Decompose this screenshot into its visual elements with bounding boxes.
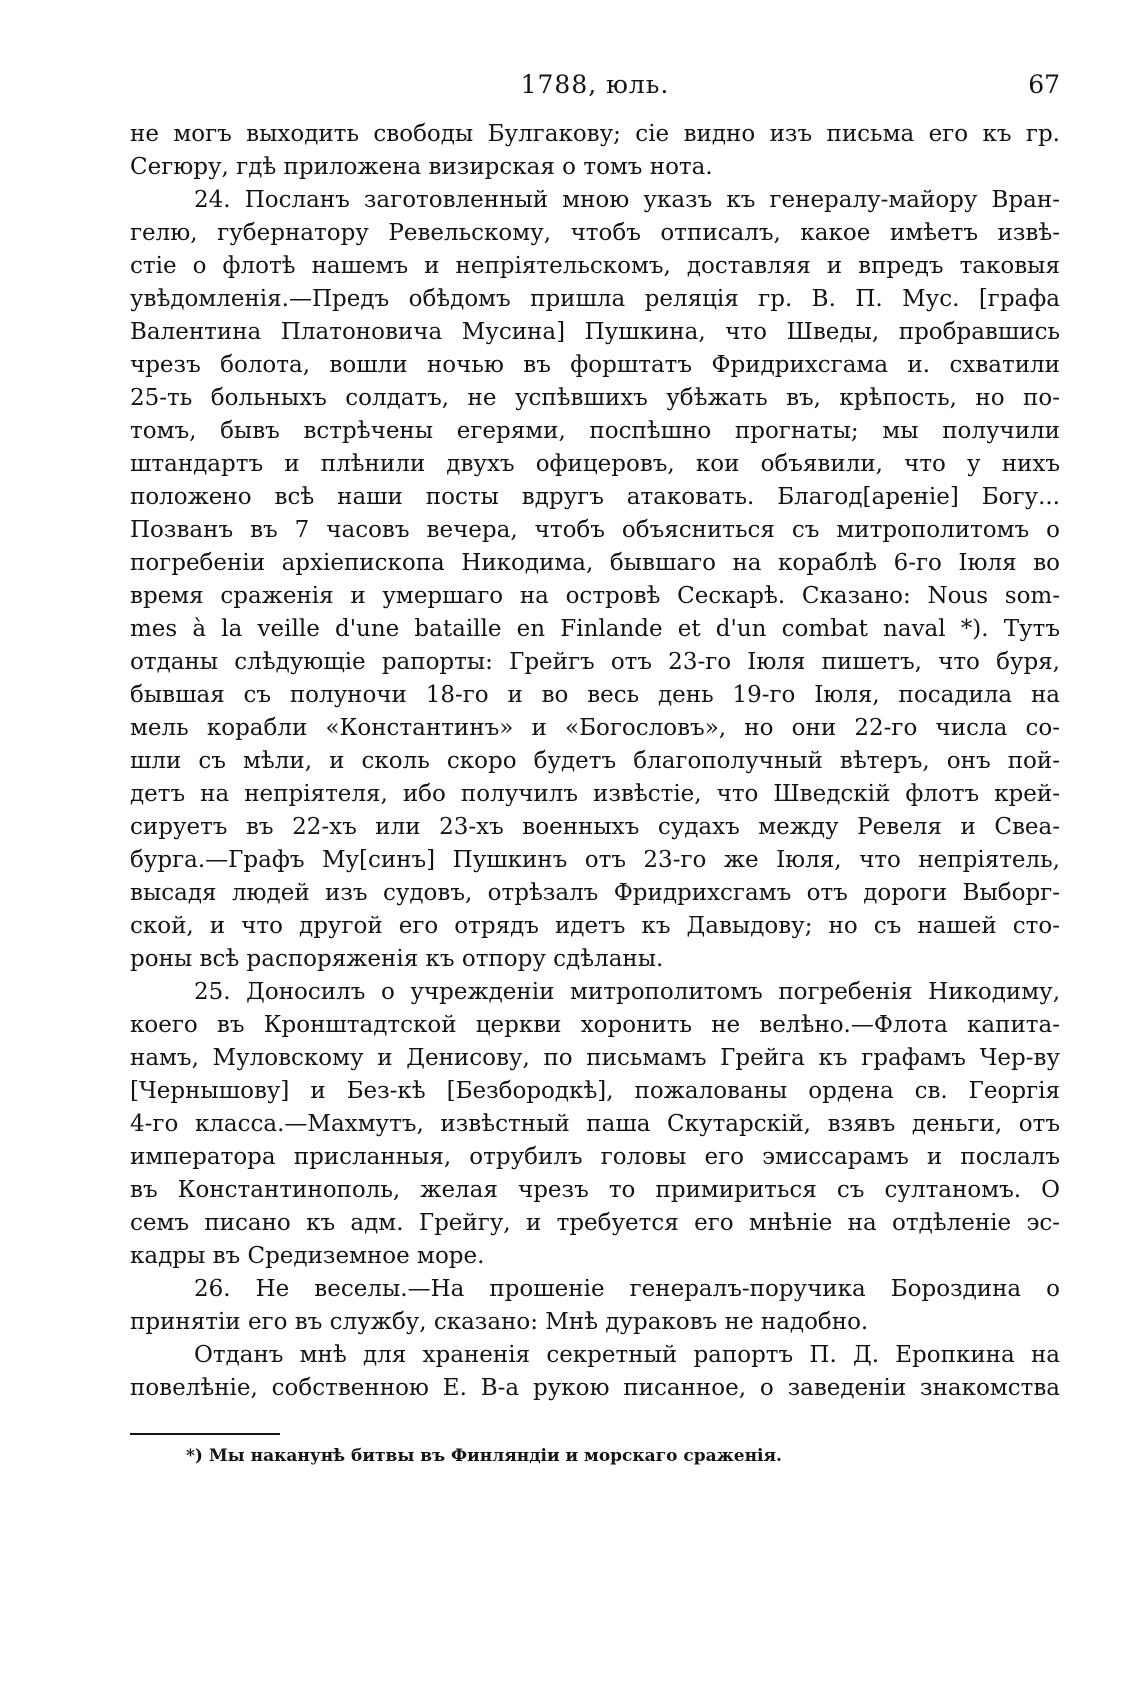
text-line: императора присланныя, отрубилъ головы его эмиссарамъ и послалъ (130, 1144, 1060, 1170)
text-line: mes à la veille d'une bataille en Finlande et d'un combat naval *). Тутъ (130, 616, 1060, 642)
text-line: роны всѣ распоряженія къ отпору сдѣланы. (130, 946, 664, 972)
body-text (130, 118, 1060, 1405)
text-line: 4-го класса.—Махмутъ, извѣстный паша Скутарскій, взявъ деньги, отъ (130, 1111, 1060, 1137)
text-line: 26. Не веселы.—На прошеніе генералъ-поручика Бороздина о (194, 1276, 1060, 1302)
text-line: бывшая съ полуночи 18-го и во весь день 19-го Іюля, посадила на (130, 682, 1060, 708)
text-line: увѣдомленія.—Предъ обѣдомъ пришла реляція гр. В. П. Мус. [графа (130, 286, 1060, 312)
text-line: отданы слѣдующіе рапорты: Грейгъ отъ 23-го Іюля пишетъ, что буря, (130, 649, 1060, 675)
text-line: сируетъ въ 22-хъ или 23-хъ военныхъ судахъ между Ревеля и Свеа- (130, 814, 1060, 840)
text-line: штандартъ и плѣнили двухъ офицеровъ, кои объявили, что у нихъ (130, 451, 1060, 477)
footnote: *) Мы наканунѣ битвы въ Финляндіи и морскаго сраженія. (186, 1446, 782, 1466)
page-number: 67 (1028, 70, 1060, 99)
text-line: ской, и что другой его отрядъ идетъ къ Давыдову; но съ нашей сто- (130, 913, 1060, 939)
text-line: положено всѣ наши посты вдругъ атаковать. Благод[ареніе] Богу... (130, 484, 1060, 510)
text-line: повелѣніе, собственною Е. В-а рукою писанное, о заведеніи знакомства (130, 1375, 1060, 1401)
text-line: въ Константинополь, желая чрезъ то примириться съ султаномъ. О (130, 1177, 1060, 1203)
document-page (130, 70, 1060, 1469)
text-line: 24. Посланъ заготовленный мною указъ къ генералу-майору Вран- (194, 187, 1060, 213)
text-line: коего въ Кронштадтской церкви хоронить не велѣно.—Флота капита- (130, 1012, 1060, 1038)
text-line: принятіи его въ службу, сказано: Мнѣ дураковъ не надобно. (130, 1309, 869, 1335)
text-line: мель корабли «Константинъ» и «Богословъ», но они 22-го числа со- (130, 715, 1060, 741)
text-line: высадя людей изъ судовъ, отрѣзалъ Фридрихсгамъ отъ дороги Выборг- (130, 880, 1060, 906)
text-line: чрезъ болота, вошли ночью въ форштатъ Фридрихсгама и. схватили (130, 352, 1060, 378)
text-line: детъ на непріятеля, ибо получилъ извѣстіе, что Шведскій флотъ крей- (130, 781, 1060, 807)
text-line: гелю, губернатору Ревельскому, чтобъ отписалъ, какое имѣетъ извѣ- (130, 220, 1060, 246)
text-line: томъ, бывъ встрѣчены егерями, поспѣшно прогнаты; мы получили (130, 418, 1060, 444)
text-line: погребеніи архіепископа Никодима, бывшаго на кораблѣ 6-го Іюля во (130, 550, 1060, 576)
running-head (130, 70, 1060, 118)
running-title: 1788, юль. (520, 70, 670, 99)
text-line: [Чернышову] и Без-кѣ [Безбородкѣ], пожалованы ордена св. Георгія (130, 1078, 1060, 1104)
text-line: шли съ мѣли, и сколь скоро будетъ благополучный вѣтеръ, онъ пой- (130, 748, 1060, 774)
text-line: Позванъ въ 7 часовъ вечера, чтобъ объясниться съ митрополитомъ о (130, 517, 1060, 543)
text-line: семъ писано къ адм. Грейгу, и требуется его мнѣніе на отдѣленіе эс- (130, 1210, 1060, 1236)
text-line: Сегюру, гдѣ приложена визирская о томъ нота. (130, 154, 713, 180)
text-line: кадры въ Средиземное море. (130, 1243, 485, 1269)
text-line: время сраженія и умершаго на островѣ Сескарѣ. Сказано: Nous som- (130, 583, 1060, 609)
text-line: стіе о флотѣ нашемъ и непріятельскомъ, доставляя и впредъ таковыя (130, 253, 1060, 279)
text-line: 25. Доносилъ о учрежденіи митрополитомъ погребенія Никодиму, (194, 979, 1060, 1005)
text-line: Отданъ мнѣ для храненія секретный рапортъ П. Д. Еропкина на (194, 1342, 1060, 1368)
text-line: бурга.—Графъ Му[синъ] Пушкинъ отъ 23-го же Іюля, что непріятель, (130, 847, 1060, 873)
text-line: Валентина Платоновича Мусина] Пушкина, что Шведы, пробравшись (130, 319, 1060, 345)
text-line: не могъ выходить свободы Булгакову; сіе видно изъ письма его къ гр. (130, 121, 1060, 147)
text-line: намъ, Муловскому и Денисову, по письмамъ Грейга къ графамъ Чер-ву (130, 1045, 1060, 1071)
footnote-rule (130, 1433, 280, 1435)
text-line: 25-ть больныхъ солдатъ, не успѣвшихъ убѣжать въ, крѣпость, но по- (130, 385, 1060, 411)
